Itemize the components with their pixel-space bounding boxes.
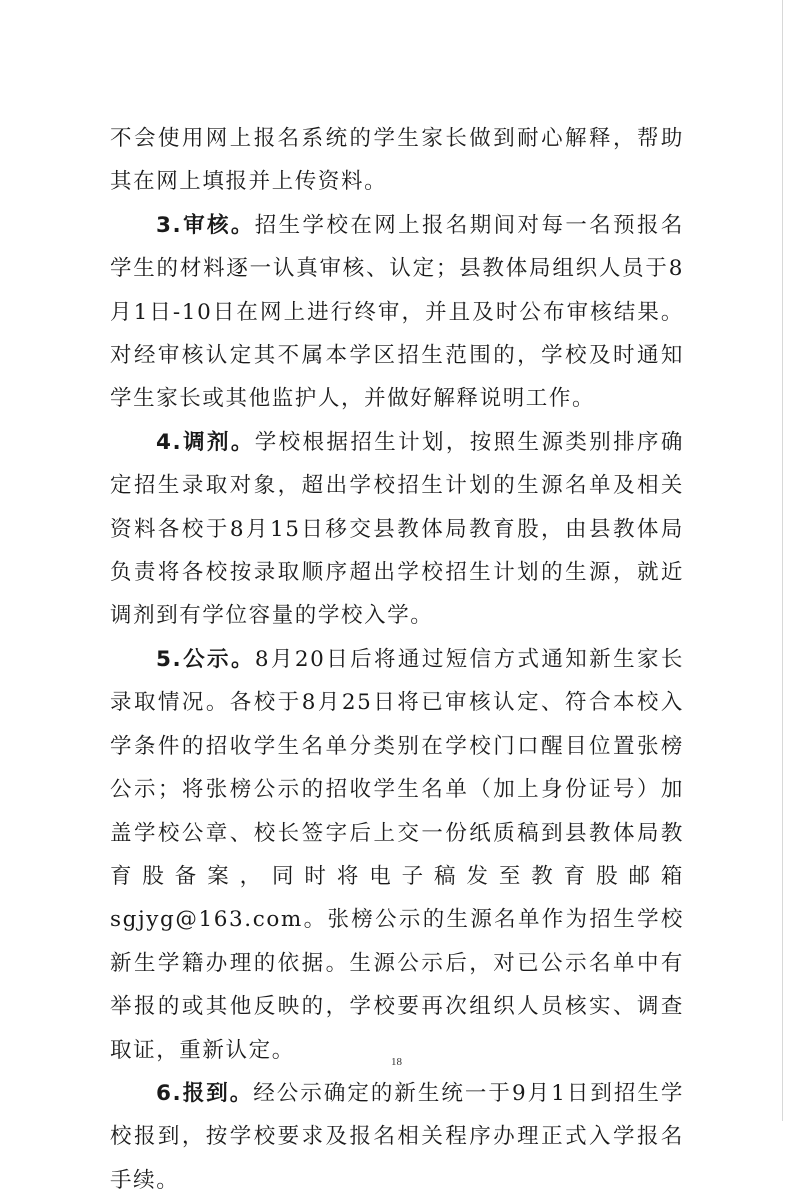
page-edge-line [782,0,783,1121]
section-heading: 审核。 [182,212,255,238]
paragraph-publicity [110,638,684,1072]
paragraph-registration [110,1072,684,1202]
paragraph-text: 招生学校在网上报名期间对每一名预报名学生的材料逐一认真审核、认定；县教体局组织人员于8月1日-10日在网上进行终审，并且及时公布审核结果。对经审核认定其不属本学区招生范围的，学校及时通知学生家长或其他监护人，并做好解释说明工作。 [110,212,684,412]
section-number: 5. [156,646,183,672]
paragraph-text: 经公示确定的新生统一于9月1日到招生学校报到，按学校要求及报名相关程序办理正式入学报名手续。 [110,1080,684,1193]
paragraph-text: 不会使用网上报名系统的学生家长做到耐心解释，帮助其在网上填报并上传资料。 [110,126,684,195]
paragraph-text: 学校根据招生计划，按照生源类别排序确定招生录取对象，超出学校招生计划的生源名单及相关资料各校于8月15日移交县教体局教育股，由县教体局负责将各校按录取顺序超出学校招生计划的生源，就近调剂到有学位容量的学校入学。 [110,429,684,629]
document-body [110,117,684,1202]
page-number: 18 [391,1056,402,1068]
section-number: 3. [156,212,183,238]
paragraph-continuation [110,117,684,204]
section-heading: 报到。 [182,1080,254,1106]
section-heading: 调剂。 [182,429,255,455]
section-number: 4. [156,429,183,455]
section-heading: 公示。 [182,646,255,672]
paragraph-review [110,204,684,421]
paragraph-adjustment [110,421,684,638]
paragraph-text: 8月20日后将通过短信方式通知新生家长录取情况。各校于8月25日将已审核认定、符合本校入学条件的招收学生名单分类别在学校门口醒目位置张榜公示；将张榜公示的招收学生名单（加上身份证号）加盖学校公章、校长签字后上交一份纸质稿到县教体局教育股备案，同时将电子稿发至教育股邮箱sgjyg@163.com。张榜公示的生源名单作为招生学校新生学籍办理的依据。生源公示后，对已公示名单中有举报的或其他反映的，学校要再次组织人员核实、调查取证，重新认定。 [110,646,684,1063]
section-number: 6. [156,1080,183,1106]
